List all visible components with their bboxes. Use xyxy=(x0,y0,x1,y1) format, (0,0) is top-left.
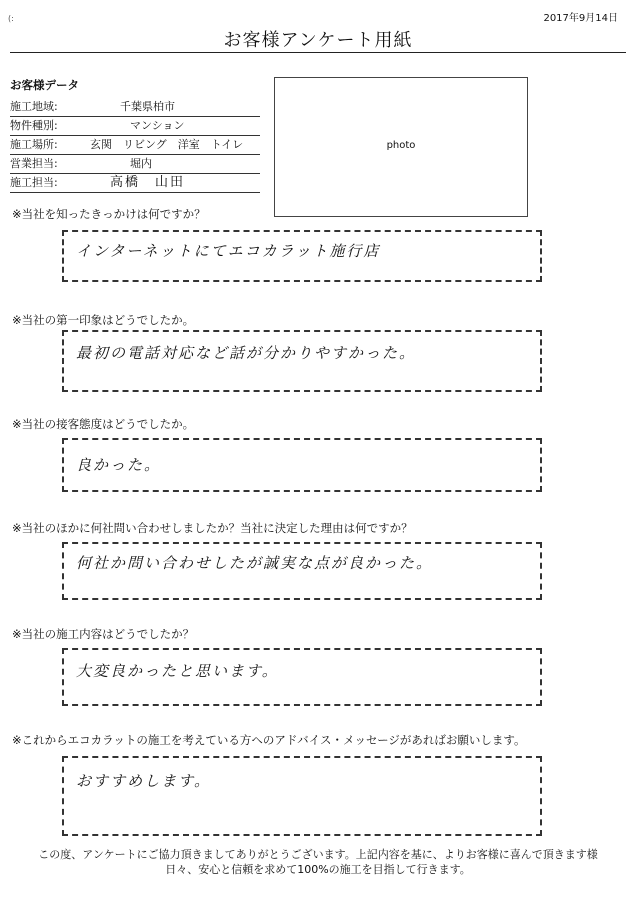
info-label: 物件種別: xyxy=(10,119,58,132)
answer-2-handwritten: 最初の電話対応など話が分かりやすかった。 xyxy=(76,344,417,362)
answer-4-handwritten: 何社か問い合わせしたが誠実な点が良かった。 xyxy=(76,554,434,572)
footer-message-line-1: この度、アンケートにご協力頂きましてありがとうございます。上記内容を基に、よりお客様に喜んで頂きます様 xyxy=(38,848,598,861)
question-6: ※これからエコカラットの施工を考えている方へのアドバイス・メッセージがあればお願いします。 xyxy=(12,733,526,747)
question-1: ※当社を知ったきっかけは何ですか？ xyxy=(12,207,206,221)
answer-6-handwritten: おすすめします。 xyxy=(76,772,211,790)
info-row-property-type xyxy=(10,117,260,136)
answer-box-6 xyxy=(62,756,542,836)
answer-box-5 xyxy=(62,648,542,706)
info-label: 施工担当: xyxy=(10,176,58,189)
answer-3-handwritten: 良かった。 xyxy=(76,456,162,474)
info-row-location xyxy=(10,136,260,155)
page-title: お客様アンケート用紙 xyxy=(223,30,413,51)
photo-label: photo xyxy=(386,140,416,151)
question-4: ※当社のほかに何社問い合わせしましたか？当社に決定した理由は何ですか？ xyxy=(12,521,413,535)
info-value: 堀内 xyxy=(130,157,152,170)
answer-box-4 xyxy=(62,542,542,600)
info-value: マンション xyxy=(130,119,185,132)
footer-message-line-2: 日々、安心と信頼を求めて100%の施工を目指して行きます。 xyxy=(165,863,471,876)
info-value: 玄関 リビング 洋室 トイレ xyxy=(90,138,244,151)
customer-data-heading: お客様データ xyxy=(10,78,79,92)
answer-1-handwritten: インターネットにてエコカラット施行店 xyxy=(76,242,381,260)
answer-box-2 xyxy=(62,330,542,392)
info-label: 施工場所: xyxy=(10,138,58,151)
info-value-handwritten: 高橋 山田 xyxy=(110,175,186,190)
answer-5-handwritten: 大変良かったと思います。 xyxy=(76,662,279,680)
photo-box xyxy=(274,77,528,217)
question-2: ※当社の第一印象はどうでしたか。 xyxy=(12,313,195,327)
question-3: ※当社の接客態度はどうでしたか。 xyxy=(12,417,195,431)
info-label: 施工地域: xyxy=(10,100,58,113)
answer-box-1 xyxy=(62,230,542,282)
title-divider xyxy=(10,52,626,53)
info-row-area xyxy=(10,98,260,117)
corner-mark: (: xyxy=(8,14,14,23)
answer-box-3 xyxy=(62,438,542,492)
survey-date: 2017年9月14日 xyxy=(543,13,618,24)
info-value: 千葉県柏市 xyxy=(120,100,175,113)
question-5: ※当社の施工内容はどうでしたか？ xyxy=(12,627,195,641)
info-row-installer xyxy=(10,174,260,193)
info-label: 営業担当: xyxy=(10,157,58,170)
